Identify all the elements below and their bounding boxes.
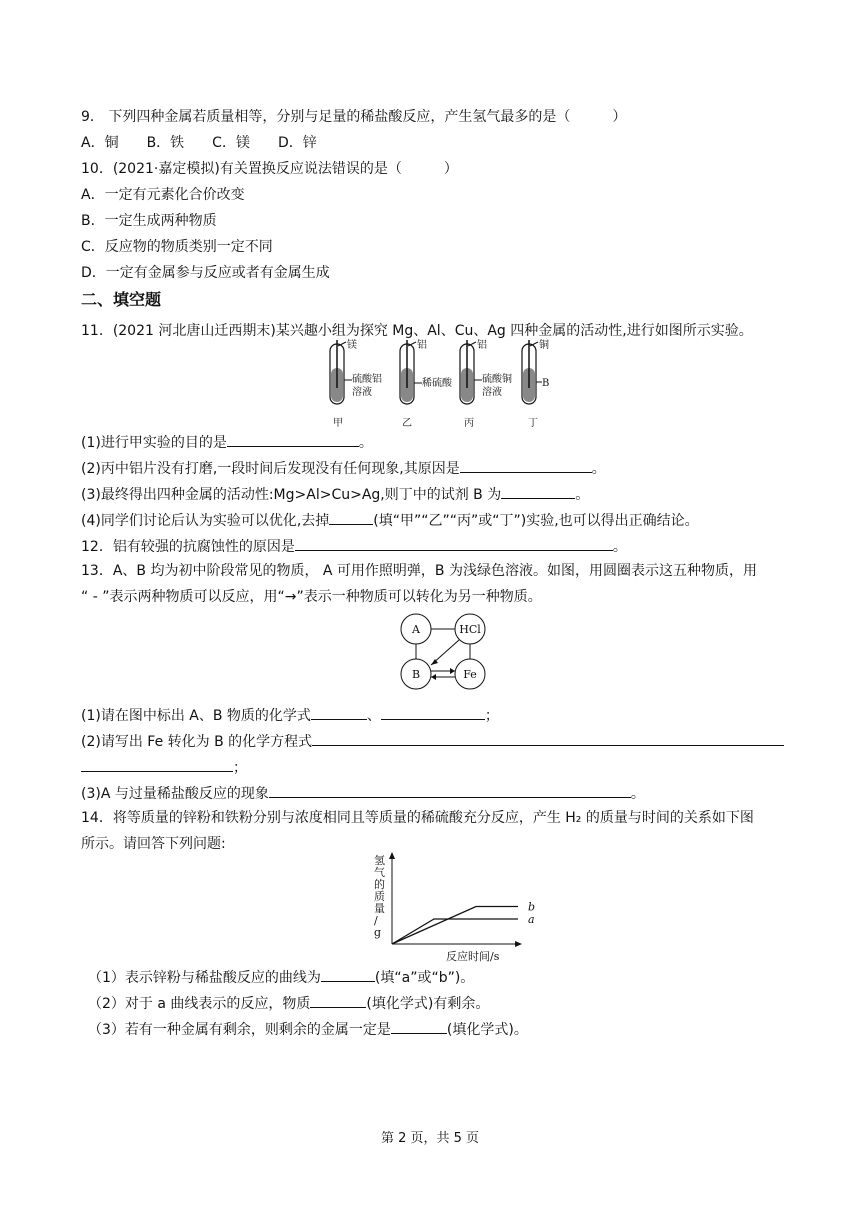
q11-part4: (4)同学们讨论后认为实验可以优化,去掉 (填“甲”“乙”“丙”或“丁”)实验,也可以得出正确结论。 bbox=[81, 510, 699, 530]
y-axis-label-char: 的 bbox=[374, 878, 385, 891]
q9-options: A．铜 B．铁 C．镁 D．锌 bbox=[81, 135, 317, 151]
tube2-solution-label: 稀硫酸 bbox=[422, 378, 452, 389]
q14-answer-blank-1[interactable] bbox=[321, 967, 375, 982]
node-hcl-label: HCl bbox=[459, 623, 481, 636]
y-axis-label-char: / bbox=[374, 914, 378, 927]
y-axis-label-char: g bbox=[374, 926, 382, 939]
series-label-a: a bbox=[528, 913, 535, 926]
x-axis-label: 反应时间/s bbox=[446, 950, 500, 963]
y-axis-label-char: 质 bbox=[374, 890, 385, 903]
tube4-reagent-label: B bbox=[542, 378, 550, 389]
tube3-solution-label1: 硫酸铜 bbox=[482, 374, 512, 385]
q9-stem: 9． 下列四种金属若质量相等，分别与足量的稀盐酸反应，产生氢气最多的是（ ） bbox=[81, 109, 627, 125]
q14-answer-blank-2[interactable] bbox=[310, 993, 366, 1008]
q10-option-c: C．反应物的物质类别一定不同 bbox=[81, 239, 273, 255]
q12-stem: 12．铝有较强的抗腐蚀性的原因是 。 bbox=[81, 536, 627, 556]
series-label-b: b bbox=[528, 900, 536, 914]
q11-answer-blank-4[interactable] bbox=[329, 510, 373, 525]
test-tubes-figure bbox=[322, 338, 562, 430]
q14-answer-blank-3[interactable] bbox=[391, 1019, 447, 1034]
tube2-label: 乙 bbox=[402, 418, 412, 429]
y-axis-label bbox=[374, 853, 385, 939]
node-a-label: A bbox=[412, 623, 420, 636]
q11-answer-blank-2[interactable] bbox=[460, 458, 592, 473]
y-axis-label-char: 量 bbox=[374, 902, 385, 915]
y-axis-label-char: 氢 bbox=[374, 854, 385, 867]
tube1-solution-label1: 硫酸铝 bbox=[352, 374, 382, 385]
y-axis-label-char: 气 bbox=[374, 866, 385, 879]
q11-answer-blank-1[interactable] bbox=[227, 432, 359, 447]
q13-answer-blank-equation-cont[interactable] bbox=[81, 757, 233, 772]
q11-part3: (3)最终得出四种金属的活动性:Mg>Al>Cu>Ag,则丁中的试剂 B 为 。 bbox=[81, 484, 589, 504]
node-fe-label: Fe bbox=[463, 668, 477, 681]
section-heading: 二、填空题 bbox=[81, 290, 162, 309]
q13-part3: (3)A 与过量稀盐酸反应的现象 。 bbox=[81, 783, 645, 803]
y-axis-arrow bbox=[389, 852, 395, 859]
series-line-b bbox=[392, 907, 518, 945]
q14-stem-line2: 所示。请回答下列问题: bbox=[81, 836, 226, 852]
q14-part1: （1）表示锌粉与稀盐酸反应的曲线为 (填“a”或“b”)。 bbox=[88, 967, 474, 987]
tube2-metal-label: 铝 bbox=[417, 340, 427, 351]
q13-stem-line1: 13．A、B 均为初中阶段常见的物质， A 可用作照明弹，B 为浅绿色溶液。如图，用圆圈表示这五种物质，用 bbox=[81, 563, 757, 579]
page-footer: 第 2 页，共 5 页 bbox=[380, 1131, 480, 1146]
node-b-label: B bbox=[411, 668, 421, 681]
tube1-label: 甲 bbox=[333, 418, 343, 429]
tube4-metal-label: 铜 bbox=[539, 340, 549, 351]
q10-stem: 10．(2021·嘉定模拟)有关置换反应说法错误的是（ ） bbox=[81, 161, 458, 177]
tube3-solution-label2: 溶液 bbox=[482, 387, 502, 398]
q13-answer-blank-equation[interactable] bbox=[312, 731, 784, 746]
q11-part1: (1)进行甲实验的目的是 。 bbox=[81, 432, 373, 452]
relation-diagram bbox=[395, 610, 495, 696]
q14-part3: （3）若有一种金属有剩余，则剩余的金属一定是 (填化学式)。 bbox=[88, 1019, 528, 1039]
tube3-metal-label: 铝 bbox=[477, 340, 487, 351]
q13-part1: (1)请在图中标出 A、B 物质的化学式 、 ； bbox=[81, 705, 499, 725]
x-axis-arrow bbox=[515, 941, 522, 947]
tube4-label: 丁 bbox=[528, 418, 538, 429]
q13-answer-blank-b[interactable] bbox=[381, 705, 485, 720]
tube1-metal-label: 镁 bbox=[347, 340, 357, 351]
q13-stem-line2: “ - ”表示两种物质可以反应，用“→”表示一种物质可以转化为另一种物质。 bbox=[81, 589, 542, 605]
q13-part2: (2)请写出 Fe 转化为 B 的化学方程式 bbox=[81, 731, 784, 751]
q11-answer-blank-3[interactable] bbox=[501, 484, 575, 499]
series-line-a bbox=[392, 919, 518, 944]
q11-stem: 11．(2021 河北唐山迁西期末)某兴趣小组为探究 Mg、Al、Cu、Ag 四种金属的活动性,进行如图所示实验。 bbox=[81, 323, 753, 339]
q10-option-a: A．一定有元素化合价改变 bbox=[81, 187, 245, 203]
tube1-solution-label2: 溶液 bbox=[352, 387, 372, 398]
q10-option-b: B．一定生成两种物质 bbox=[81, 213, 217, 229]
q10-option-d: D．一定有金属参与反应或者有金属生成 bbox=[81, 265, 330, 281]
tube3-label: 丙 bbox=[464, 418, 474, 429]
q13-answer-blank-phenomenon[interactable] bbox=[269, 783, 631, 798]
q11-part2: (2)丙中铝片没有打磨,一段时间后发现没有任何现象,其原因是 。 bbox=[81, 458, 606, 478]
q13-answer-blank-a[interactable] bbox=[311, 705, 367, 720]
hydrogen-mass-chart bbox=[368, 850, 536, 964]
q12-answer-blank[interactable] bbox=[295, 536, 613, 551]
q14-part2: （2）对于 a 曲线表示的反应，物质 (填化学式)有剩余。 bbox=[88, 993, 489, 1013]
q14-stem-line1: 14．将等质量的锌粉和铁粉分别与浓度相同且等质量的稀硫酸充分反应，产生 H₂ 的质量与时间的关系如下图 bbox=[81, 810, 754, 826]
q13-part2-continued: ； bbox=[81, 757, 247, 777]
